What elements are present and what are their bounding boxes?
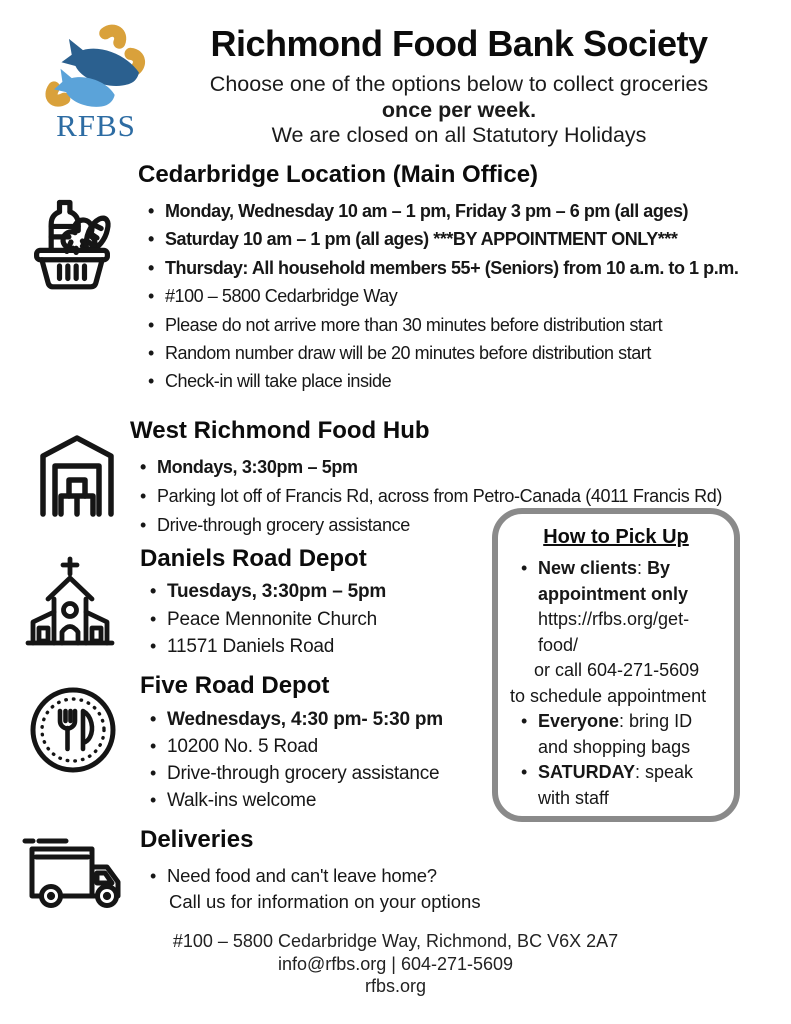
pickup-item-everyone: • Everyone: bring ID and shopping bags [510,709,722,760]
section-title-five-road: Five Road Depot [140,672,330,699]
bullet-item: • Drive-through grocery assistance [130,511,786,540]
bullet-item: • Wednesdays, 4:30 pm- 5:30 pm [140,706,488,733]
how-to-pick-up-box [492,508,740,822]
bullet-item: • Thursday: All household members 55+ (Seniors) from 10 a.m. to 1 p.m. [138,254,786,282]
bullet-item: • 11571 Daniels Road [140,633,485,661]
bullet-item: • Peace Mennonite Church [140,606,485,634]
grocery-basket-icon [22,190,122,292]
section-title-deliveries: Deliveries [140,826,254,853]
bullet-item: • Tuesdays, 3:30pm – 5pm [140,578,485,606]
section-five-road [140,672,488,814]
subtitle-line1: Choose one of the options below to collect groceries [209,72,709,96]
bullet-item: • #100 – 5800 Cedarbridge Way [138,282,786,310]
bullet-item: • Check-in will take place inside [138,367,786,395]
section-cedarbridge [138,161,786,396]
fish-logo-icon [40,20,152,112]
bullet-item: • Monday, Wednesday 10 am – 1 pm, Friday 3 pm – 6 pm (all ages) [138,197,786,225]
bullet-item: • Saturday 10 am – 1 pm (all ages) ***BY APPOINTMENT ONLY*** [138,225,786,253]
subtitle-line3: We are closed on all Statutory Holidays [271,123,647,147]
delivery-truck-icon [18,834,134,910]
pickup-item-new-clients: • New clients: By appointment only https://rfbs.org/get-food/ [510,556,722,658]
section-title-west-richmond: West Richmond Food Hub [130,417,430,444]
bullet-item: • Drive-through grocery assistance [140,760,488,787]
pickup-link-text: https://rfbs.org/get-food/ [538,609,690,655]
warehouse-icon [33,427,121,517]
section-title-daniels-road: Daniels Road Depot [140,545,367,572]
section-title-cedarbridge: Cedarbridge Location (Main Office) [138,161,539,188]
subtitle-line2: once per week. [381,97,537,122]
church-icon [24,554,116,648]
bullet-item: • 10200 No. 5 Road [140,733,488,760]
bullet-item: • Need food and can't leave home? [140,863,570,889]
bullet-item: • Random number draw will be 20 minutes before distribution start [138,339,786,367]
pickup-box-title: How to Pick Up [543,526,689,548]
pickup-schedule-line: to schedule appointment [510,685,707,706]
logo-wordmark: RFBS [56,108,136,143]
footer [0,930,791,998]
rfbs-logo [36,20,156,144]
bullet-continuation: Call us for information on your options [169,891,481,912]
page-title: Richmond Food Bank Society [210,23,708,64]
bullet-item: • Please do not arrive more than 30 minutes before distribution start [138,311,786,339]
footer-website: rfbs.org [364,976,427,996]
bullet-item: • Parking lot off of Francis Rd, across from Petro-Canada (4011 Francis Rd) [130,482,786,511]
bullet-item: • Mondays, 3:30pm – 5pm [130,453,786,482]
pickup-call-line: or call 604-271-5609 [534,660,700,680]
meal-plate-icon [29,686,117,774]
section-daniels-road [140,545,485,661]
pickup-item-saturday: • SATURDAY: speak with staff [510,760,722,811]
footer-contact: info@rfbs.org | 604-271-5609 [277,953,514,974]
bullet-item: • Walk-ins welcome [140,787,488,814]
footer-address: #100 – 5800 Cedarbridge Way, Richmond, BC V6X 2A7 [172,931,619,951]
section-deliveries [140,826,570,915]
